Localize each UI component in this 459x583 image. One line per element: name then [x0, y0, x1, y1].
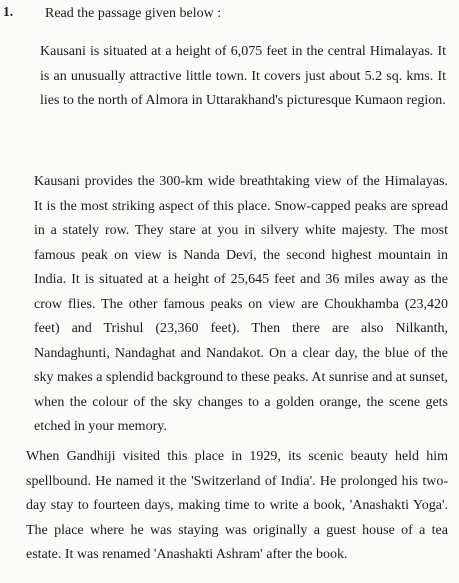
question-prompt: Read the passage given below :	[45, 6, 222, 21]
passage-paragraph-1: Kausani is situated at a height of 6,075 feet in the central Himalayas. It is an unusually attractive little town. It covers just about 5.2 sq. kms. It lies to the north of Almora in Uttarakhand's picturesque Kumaon region.	[40, 44, 446, 108]
passage-paragraph-2: Kausani provides the 300-km wide breathtaking view of the Himalayas. It is the most striking aspect of this place. Snow-capped peaks are spread in a stately row. They stare at you in silvery white majesty. The most famous peak on view is Nanda Devi, the second highest mountain in India. It is situated at a height of 25,645 feet and 36 miles away as the crow flies. The other famous peaks on view are Choukhamba (23,420 feet) and Trishul (23,360 feet). Then there are also Nilkanth, Nandaghunti, Nandaghat and Nandakot. On a clear day, the blue of the sky makes a splendid background to these peaks. At sunrise and at sunset, when the colour of the sky changes to a golden orange, the scene gets etched in your memory.	[34, 174, 448, 434]
question-number: 1.	[3, 4, 14, 19]
passage-paragraph-3: When Gandhiji visited this place in 1929, its scenic beauty held him spellbound. He named it the 'Switzerland of India'. He prolonged his two-day stay to fourteen days, making time to write a book, 'Anashakti Yoga'. The place where he was staying was originally a guest house of a tea estate. It was renamed 'Anashakti Ashram' after the book.	[26, 449, 448, 562]
